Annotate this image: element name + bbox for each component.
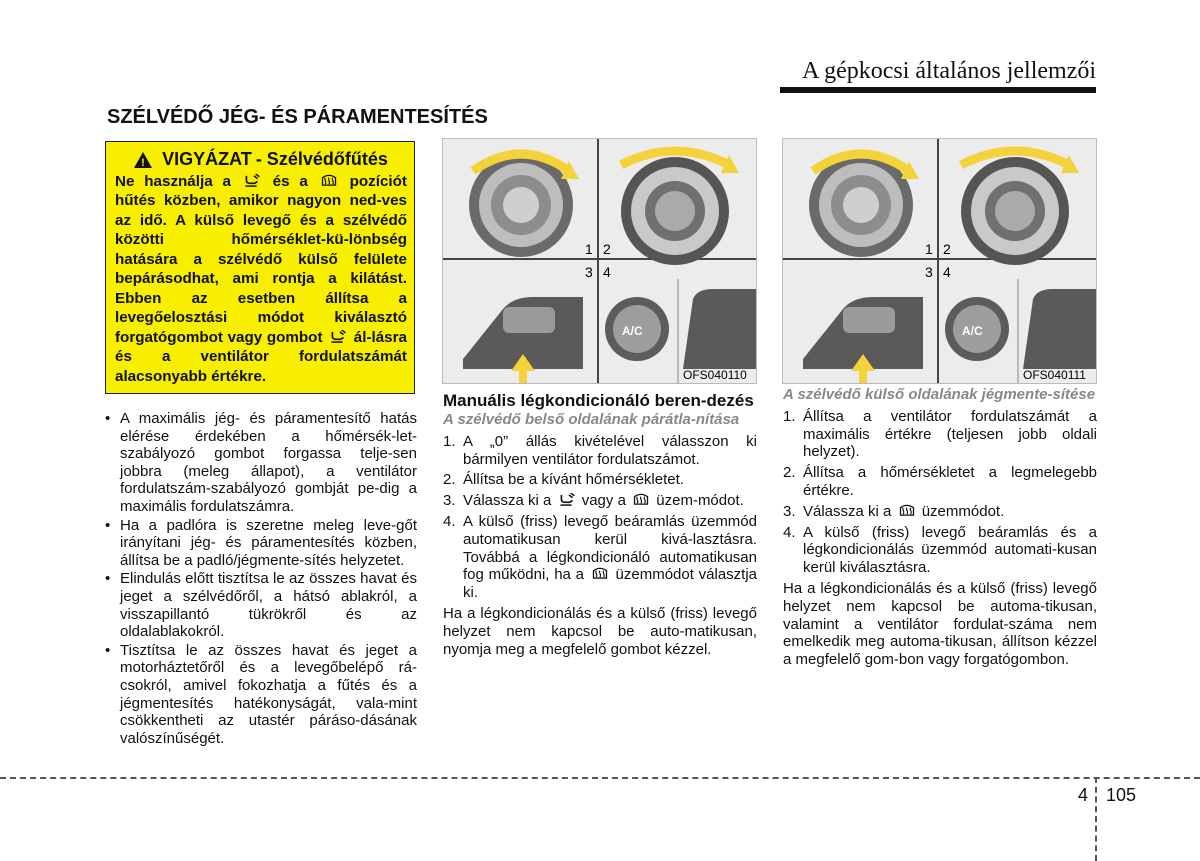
bullet-item: • A maximális jég- és páramentesítő hatás elérése érdekében a hőmérsék-let-szabályozó gombot forgassa telje-sen jobbra (meleg állapot), a ventilátor fordulatszám-szabályozó gombját pe-dig a maximális fordulatszámra. [103,410,417,516]
running-title: A gépkocsi általános jellemzői [802,58,1096,84]
step-item: 4. A külső (friss) levegő beáramlás és a légkondicionálás üzemmód automati-kusan kerül kiválasztásra. [783,523,1097,577]
warning-text-4: ál-lásra és a ventilátor fordulatszámát alacsonyabb értékre. [115,328,407,385]
fig-left-label-1: 1 [585,241,593,257]
middle-subheading: A szélvédő belső oldalának párátla-nítása [443,411,740,428]
fig-right-label-1: 1 [925,241,933,257]
warning-title-word: VIGYÁZAT [162,149,252,169]
fig-right-label-4: 4 [943,264,951,280]
fig-left-ac-label: A/C [622,324,643,338]
fig-right-ac-label: A/C [962,324,983,338]
right-subheading: A szélvédő külső oldalának jégmente-sítése [783,386,1096,403]
fig-right-label-2: 2 [943,241,951,257]
warning-triangle-icon [134,152,152,168]
figure-manual-ac [442,138,757,384]
step-item: 2. Állítsa a hőmérsékletet a legmelegebb értékre. [783,464,1097,499]
step-item: 3. Válassza ki a vagy a üzem-módot. [443,492,744,510]
warning-text-2: és a [272,172,308,190]
middle-paragraph: Ha a légkondicionálás és a külső (friss) levegő helyzet nem kapcsol be auto-matikusan, nyomja meg a megfelelő gombot kézzel. [443,604,757,658]
section-title: SZÉLVÉDŐ JÉG- ÉS PÁRAMENTESÍTÉS [107,106,488,128]
figure-manual-ac-outside [782,138,1097,384]
right-paragraph: Ha a légkondicionálás és a külső (friss) levegő helyzet nem kapcsol be automa-tikusan, valamint a ventilátor fordulat-száma nem emelkedik meg automa-tikusan, állítson kézzel a megfelelő gom-bon vagy forgatógombon. [783,579,1097,669]
bullet-item: • Tisztítsa le az összes havat és jeget a motorháztetőről és a levegőbelépő rá-csokról, amivel fokozhatja a fűtés és a jégmentesítés hatékonyságát, vala-mint csökkentheti az utastér páráso-dásának valószínűségét. [103,642,417,748]
warning-title-rest: - Szélvédőfűtés [255,149,388,169]
floor-defrost-icon [558,493,576,506]
bullet-item: • Elindulás előtt tisztítsa le az összes havat és jeget a szélvédőről, a hátsó ablakról, a visszapillantó tükrökről és az oldalablakokról. [103,570,417,640]
floor-defrost-icon [243,174,261,187]
step-item: 1. Állítsa a ventilátor fordulatszámát a maximális értékre (teljesen jobb oldali helyzet). [783,407,1097,461]
bullet-item: • Ha a padlóra is szeretne meleg leve-gőt irányítani jég- és páramentesítés közben, állítsa be a padló/jégmente-sítés helyzetet. [103,517,417,570]
floor-defrost-icon [329,330,347,343]
fig-left-label-3: 3 [585,264,593,280]
chapter-number: 4 [1078,785,1089,805]
bullet-list [103,410,417,747]
step-item: 2. Állítsa be a kívánt hőmérsékletet. [443,471,684,489]
step-item: 4. A külső (friss) levegő beáramlás üzemmód automatikusan kerül kivá-lasztásra. Továbbá a légkondicionáló automatikusan fog működni, ha a üzemmódot választja ki. [443,512,758,602]
right-steps [783,408,1097,577]
step-item: 3. Válassza ki a üzemmódot. [783,502,1005,520]
windshield-defrost-icon [591,567,609,580]
warning-text-3: pozíciót hűtés közben, amikor nagyon ned-ves az idő. A külső levegő és a szélvédő közötti hőmérséklet-kü-lönbség hatására a szélvédő külső felülete bepárásodhat, ami rontja a kilátást. Ebben az esetben állítsa a levegőelosztási módot kiválasztó forgatógombot vagy gombot [115,172,407,346]
fig-left-label-4: 4 [603,264,611,280]
figure-code: OFS040111 [1023,368,1086,382]
figure-code: OFS040110 [683,368,747,382]
fig-left-label-2: 2 [603,241,611,257]
warning-box [105,141,415,394]
footer-rule [0,777,1200,779]
fig-right-label-3: 3 [925,264,933,280]
middle-column [443,390,757,658]
footer-divider [1095,777,1097,861]
header-rule [780,87,1096,93]
step-item: 1. A „0” állás kivételével válasszon ki bármilyen ventilátor fordulatszámot. [443,432,757,468]
warning-heading [115,150,407,170]
middle-steps [443,433,757,602]
middle-heading: Manuális légkondicionáló beren-dezés [443,391,754,410]
warning-text-1: Ne használja a [115,172,231,190]
right-column [783,386,1097,669]
page-number: 105 [1106,785,1137,805]
windshield-defrost-icon [320,174,338,187]
windshield-defrost-icon [632,493,650,506]
windshield-defrost-icon [898,504,916,517]
